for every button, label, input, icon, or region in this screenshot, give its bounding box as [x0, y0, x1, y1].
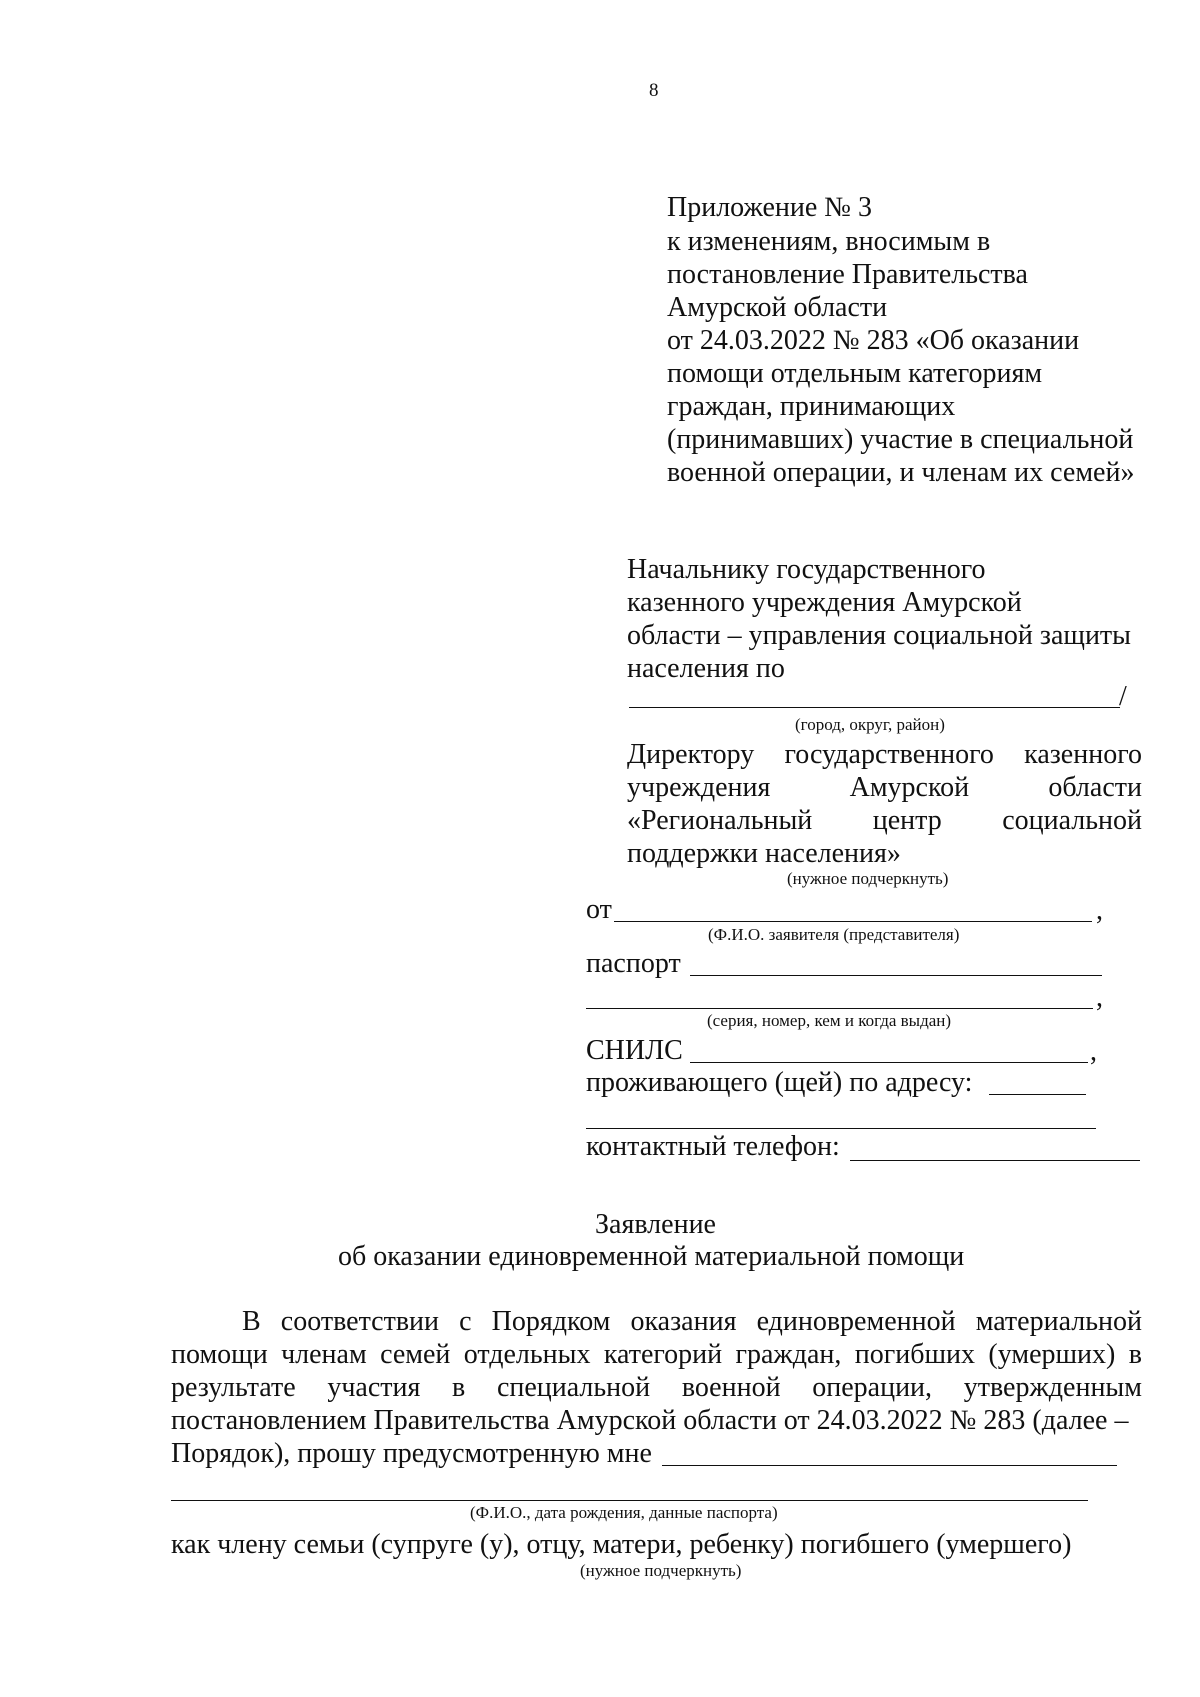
word: в	[452, 1372, 466, 1403]
underline-caption: (нужное подчеркнуть)	[787, 869, 949, 888]
comma: ,	[1096, 895, 1103, 926]
word: Амурской	[849, 772, 970, 803]
underline-caption: (нужное подчеркнуть)	[580, 1561, 742, 1580]
fio-caption: (Ф.И.О. заявителя (представителя)	[708, 925, 960, 944]
page-number: 8	[649, 80, 659, 101]
director-row	[627, 804, 1142, 838]
city-caption: (город, округ, район)	[795, 715, 945, 734]
body-row	[171, 1371, 1142, 1405]
word: членам	[281, 1339, 367, 1370]
address-fill-line-2[interactable]	[586, 1128, 1096, 1129]
appendix-line: Приложение № 3	[667, 192, 872, 223]
address-fill-line[interactable]	[989, 1094, 1086, 1095]
body-row: как члену семьи (супруге (у), отцу, матери, ребенку) погибшего (умершего)	[171, 1529, 1072, 1560]
word: категорий	[603, 1339, 723, 1370]
appendix-line: военной операции, и членам их семей»	[667, 457, 1135, 488]
recipient-fill-line-2[interactable]	[171, 1500, 1088, 1501]
address-label: проживающего (щей) по адресу:	[586, 1067, 973, 1098]
word: области	[1048, 772, 1142, 803]
word: военной	[681, 1372, 781, 1403]
snils-label: СНИЛС	[586, 1035, 683, 1066]
director-row: поддержки населения»	[627, 838, 901, 869]
word: социальной	[1002, 805, 1142, 836]
word: оказания	[630, 1306, 737, 1337]
statement-title: Заявление	[595, 1209, 716, 1240]
city-fill-line[interactable]	[629, 707, 1120, 708]
appendix-line: постановление Правительства	[667, 259, 1028, 290]
word: В	[242, 1306, 261, 1337]
appendix-line: от 24.03.2022 № 283 «Об оказании	[667, 325, 1080, 356]
passport-fill-line[interactable]	[690, 975, 1102, 976]
addressee-line: Начальнику государственного	[627, 554, 986, 585]
word: «Региональный	[627, 805, 813, 836]
body-row	[171, 1338, 1142, 1372]
word: Директору	[627, 739, 755, 770]
word: Порядком	[491, 1306, 611, 1337]
passport-caption: (серия, номер, кем и когда выдан)	[707, 1011, 952, 1030]
word: результате	[171, 1372, 296, 1403]
word: материальной	[975, 1306, 1142, 1337]
fio-dob-caption: (Ф.И.О., дата рождения, данные паспорта)	[470, 1503, 778, 1522]
comma: ,	[1096, 982, 1103, 1013]
director-row	[627, 738, 1142, 772]
fio-fill-line[interactable]	[614, 921, 1092, 922]
recipient-fill-line[interactable]	[662, 1465, 1117, 1466]
word: помощи	[171, 1339, 268, 1370]
body-row: постановлением Правительства Амурской области от 24.03.2022 № 283 (далее –	[171, 1405, 1129, 1436]
word: учреждения	[627, 772, 771, 803]
appendix-line: граждан, принимающих	[667, 391, 956, 422]
word: участия	[327, 1372, 421, 1403]
director-row	[627, 771, 1142, 805]
body-row	[242, 1305, 1142, 1339]
phone-fill-line[interactable]	[850, 1160, 1140, 1161]
word: отдельных	[463, 1339, 591, 1370]
appendix-line: Амурской области	[667, 292, 888, 323]
word: с	[459, 1306, 472, 1337]
word: казенного	[1024, 739, 1142, 770]
word: операции,	[812, 1372, 933, 1403]
word: (умерших)	[988, 1339, 1116, 1370]
appendix-line: помощи отдельным категориям	[667, 358, 1043, 389]
word: единовременной	[756, 1306, 956, 1337]
statement-subtitle: об оказании единовременной материальной помощи	[338, 1241, 965, 1272]
word: государственного	[784, 739, 994, 770]
comma: ,	[1090, 1036, 1097, 1067]
passport-label: паспорт	[586, 948, 681, 979]
word: погибших	[854, 1339, 976, 1370]
addressee-line: населения по	[627, 653, 785, 684]
from-label: от	[586, 894, 612, 925]
word: центр	[872, 805, 942, 836]
word: граждан,	[735, 1339, 842, 1370]
word: утвержденным	[963, 1372, 1142, 1403]
passport-fill-line-2[interactable]	[586, 1008, 1093, 1009]
snils-fill-line[interactable]	[690, 1062, 1088, 1063]
appendix-line: (принимавших) участие в специальной	[667, 424, 1134, 455]
word: в	[1128, 1339, 1142, 1370]
phone-label: контактный телефон:	[586, 1131, 840, 1162]
slash-mark: /	[1119, 681, 1127, 712]
body-row: Порядок), прошу предусмотренную мне	[171, 1438, 652, 1469]
appendix-line: к изменениям, вносимым в	[667, 226, 991, 257]
word: соответствии	[280, 1306, 440, 1337]
word: специальной	[496, 1372, 651, 1403]
addressee-line: казенного учреждения Амурской	[627, 587, 1022, 618]
word: семей	[380, 1339, 451, 1370]
addressee-line: области – управления социальной защиты	[627, 620, 1131, 651]
